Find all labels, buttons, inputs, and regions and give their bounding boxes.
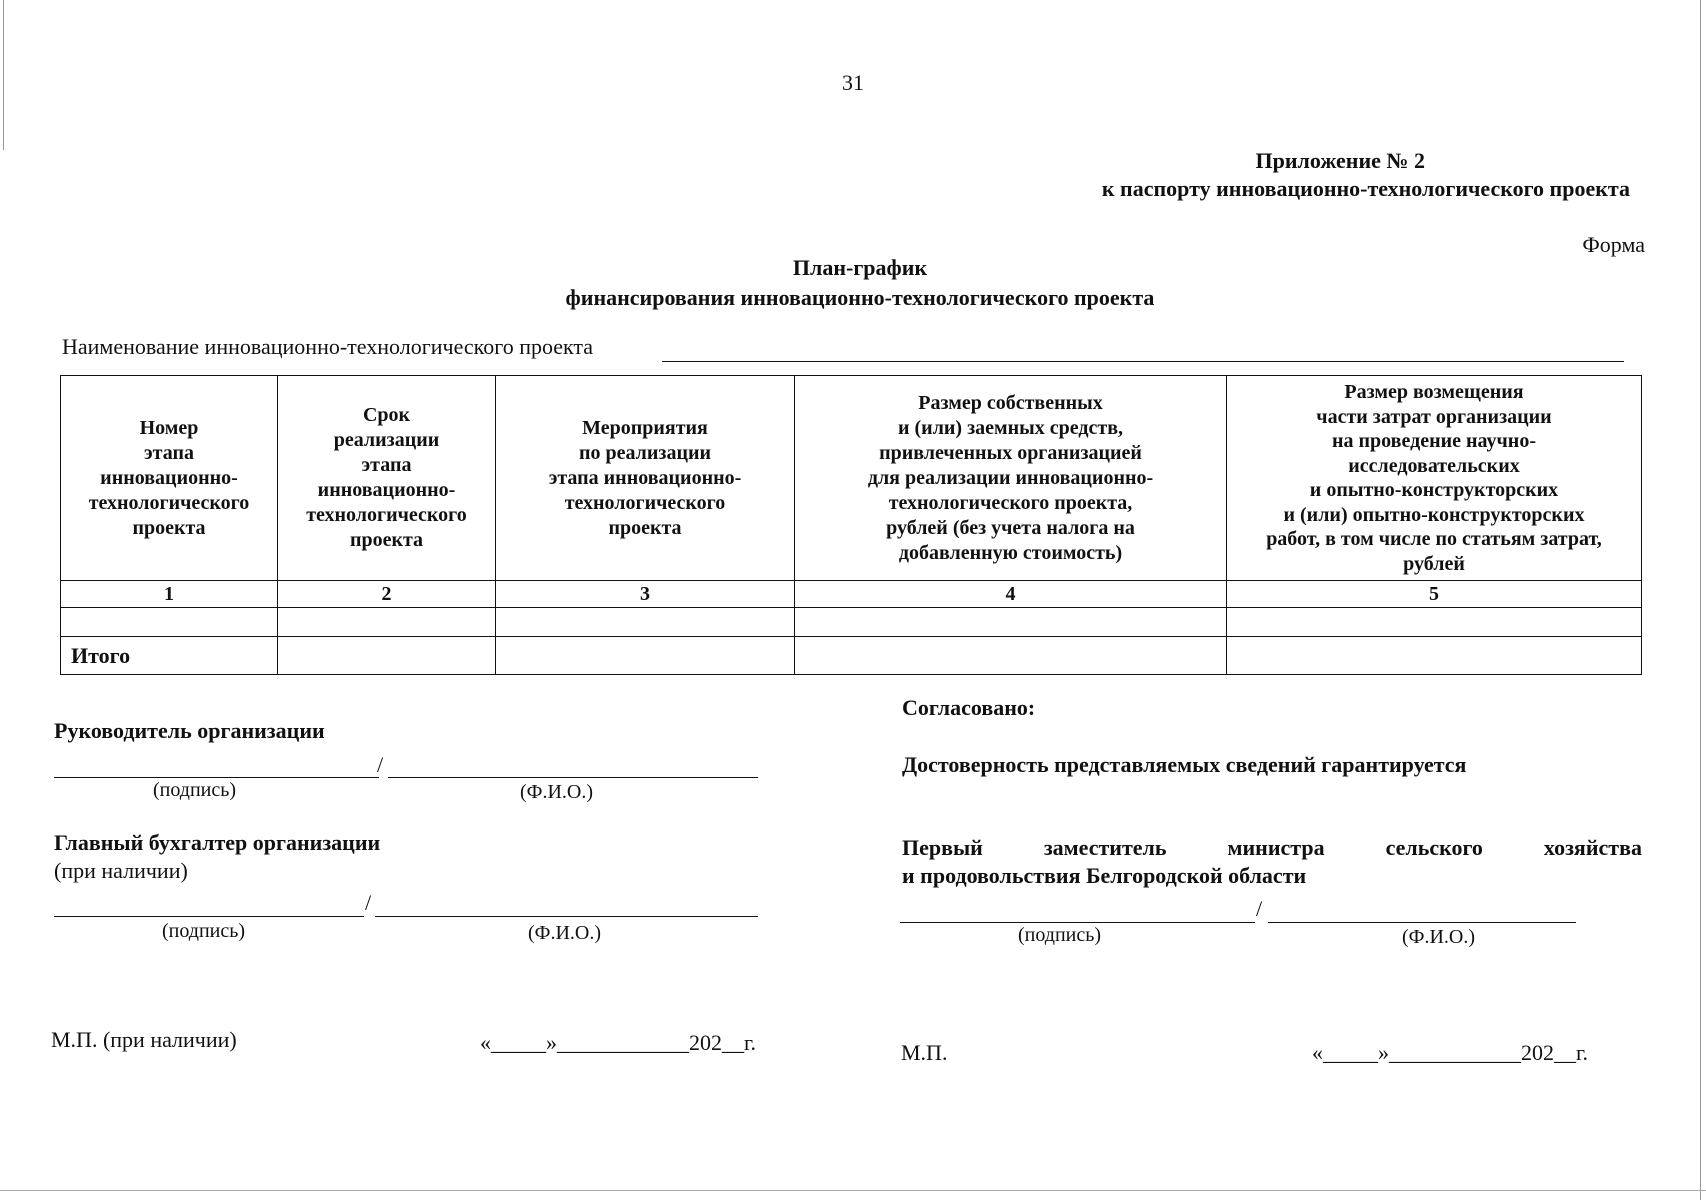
guarantee-text: Достоверность представляемых сведений гарантируется: [902, 752, 1467, 777]
project-name-field[interactable]: [662, 361, 1624, 362]
seal-label: М.П. (при наличии): [51, 1027, 237, 1052]
table-header-row: [61, 376, 1642, 581]
head-fio-field[interactable]: [388, 777, 758, 778]
date-field[interactable]: «_____»____________202__г.: [1312, 1040, 1589, 1065]
fio-caption: (Ф.И.О.): [520, 781, 594, 803]
seal-label: М.П.: [901, 1040, 948, 1065]
column-header-reimbursement: Размер возмещения части затрат организации на проведение научно- исследовательских и опытно-конструкторских и (или) опытно-конструкторских работ, в том числе по статьям затрат, рублей: [1227, 376, 1642, 581]
table-row: [61, 608, 1642, 637]
scan-edge-bottom: [0, 1190, 1706, 1191]
financing-schedule-table: [60, 375, 1642, 675]
total-label: Итого: [61, 637, 278, 675]
deputy-word: хозяйства: [1543, 835, 1642, 860]
document-subtitle: финансирования инновационно-технологического проекта: [565, 285, 1155, 310]
column-number: 3: [496, 581, 795, 608]
column-header-stage-number: Номер этапа инновационно- технологического проекта: [61, 376, 278, 581]
signature-caption: (подпись): [162, 920, 246, 942]
project-name-label: Наименование инновационно-технологического проекта: [62, 334, 594, 359]
table-cell[interactable]: [61, 608, 278, 637]
appendix-subtitle: к паспорту инновационно-технологического проекта: [1101, 176, 1630, 201]
total-row: [61, 637, 1642, 675]
column-number: 5: [1227, 581, 1642, 608]
scan-edge-left: [3, 0, 4, 150]
signature-caption: (подпись): [153, 779, 237, 801]
slash: /: [377, 752, 384, 777]
table-cell[interactable]: [795, 637, 1227, 675]
table-cell[interactable]: [278, 637, 496, 675]
deputy-line1: [902, 835, 1642, 861]
deputy-signature-field[interactable]: [900, 922, 1255, 923]
page-number: 31: [842, 70, 864, 95]
deputy-word: министра: [1227, 835, 1325, 860]
scan-edge-right: [1700, 0, 1701, 1200]
slash: /: [1256, 896, 1263, 921]
accountant-note: (при наличии): [54, 858, 188, 883]
table-cell[interactable]: [278, 608, 496, 637]
table-cell[interactable]: [496, 637, 795, 675]
accountant-signature-field[interactable]: [54, 916, 364, 917]
column-header-activities: Мероприятия по реализации этапа инновационно- технологического проекта: [496, 376, 795, 581]
slash: /: [365, 890, 372, 915]
table-cell[interactable]: [795, 608, 1227, 637]
column-number-row: [61, 581, 1642, 608]
head-signature-field[interactable]: [54, 777, 379, 778]
signature-caption: (подпись): [1018, 924, 1102, 946]
date-field[interactable]: «_____»____________202__г.: [480, 1030, 757, 1055]
table-cell[interactable]: [1227, 637, 1642, 675]
head-of-organization-label: Руководитель организации: [54, 718, 325, 743]
column-header-own-funds: Размер собственных и (или) заемных средств, привлеченных организацией для реализации инновационно- технологического проекта, рублей (без учета налога на добавленную стоимость): [795, 376, 1227, 581]
column-number: 1: [61, 581, 278, 608]
appendix-title: Приложение № 2: [1255, 148, 1425, 173]
deputy-line2: и продовольствия Белгородской области: [902, 863, 1307, 888]
form-label: Форма: [1582, 232, 1645, 257]
column-header-stage-period: Срок реализации этапа инновационно- технологического проекта: [278, 376, 496, 581]
deputy-word: Первый: [902, 835, 983, 860]
fio-caption: (Ф.И.О.): [528, 922, 602, 944]
accountant-fio-field[interactable]: [375, 916, 758, 917]
table-cell[interactable]: [1227, 608, 1642, 637]
table-cell[interactable]: [496, 608, 795, 637]
chief-accountant-label: Главный бухгалтер организации: [54, 830, 381, 855]
document-title: План-график: [792, 255, 928, 280]
deputy-word: заместитель: [1043, 835, 1167, 860]
column-number: 4: [795, 581, 1227, 608]
agreed-label: Согласовано:: [902, 695, 1036, 720]
fio-caption: (Ф.И.О.): [1402, 926, 1476, 948]
deputy-fio-field[interactable]: [1268, 922, 1576, 923]
column-number: 2: [278, 581, 496, 608]
deputy-word: сельского: [1385, 835, 1483, 860]
